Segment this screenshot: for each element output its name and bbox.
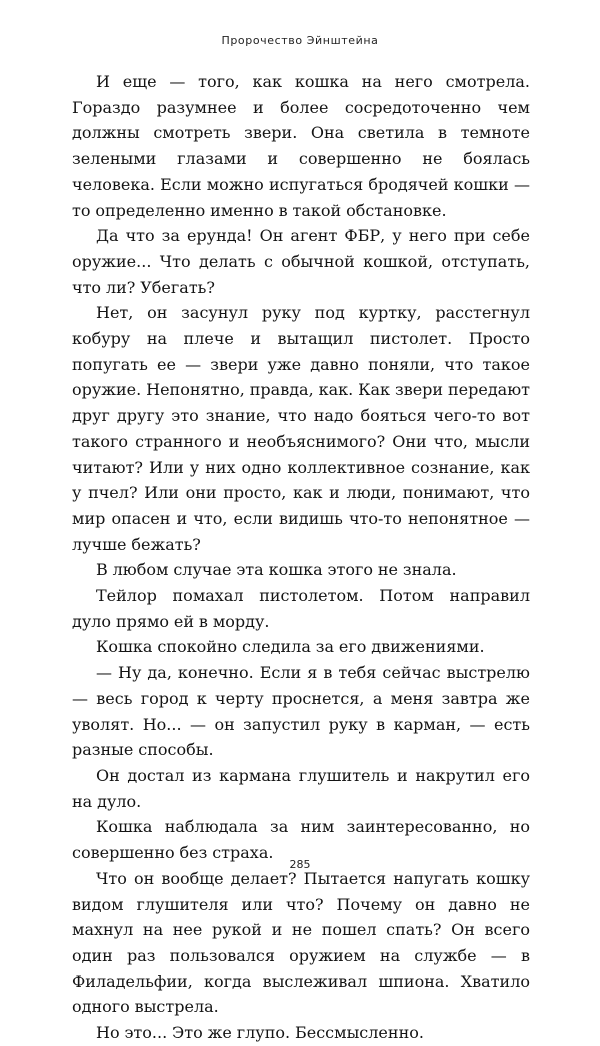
paragraph-7: — Ну да, конечно. Если я в тебя сейчас выстрелю — весь город к черту проснется, а меня завтра же уволят. Но... — он запустил руку в карман, — есть разные способы. — [72, 663, 530, 760]
paragraph-2: Да что за ерунда! Он агент ФБР, у него при себе оружие... Что делать с обычной кошкой, отступать, что ли? Убегать? — [72, 226, 530, 297]
body-text — [72, 69, 530, 1046]
page-number: 285 — [289, 858, 311, 871]
paragraph-8: Он достал из кармана глушитель и накрутил его на дуло. — [72, 765, 530, 811]
paragraph-4: В любом случае эта кошка этого не знала. — [96, 560, 457, 580]
paragraph-11: Но это... Это же глупо. Бессмысленно. — [96, 1023, 424, 1043]
paragraph-6: Кошка спокойно следила за его движениями. — [96, 637, 485, 657]
paragraph-10: Что он вообще делает? Пытается напугать кошку видом глушителя или что? Почему он давно не махнул на нее рукой и не пошел спать? Он всего один раз пользовался оружием на службе — в Филадельфии, когда выслеживал шпиона. Хватило одного выстрела. — [72, 868, 530, 1017]
paragraph-5: Тейлор помахал пистолетом. Потом направил дуло прямо ей в морду. — [72, 586, 530, 631]
running-title: Пророчество Эйнштейна — [221, 34, 379, 47]
paragraph-3: Нет, он засунул руку под куртку, расстегнул кобуру на плече и вытащил пистолет. Просто попугать ее — звери уже давно поняли, что такое оружие. Непонятно, правда, как. Как звери передают друг другу это знание, что надо бояться чего-то вот такого странного и необъяснимого? Они что, мысли читают? Или у них одно коллективное сознание, как у пчел? Или они просто, как и люди, понимают, что мир опасен и что, если видишь что-то непонятное — лучше бежать? — [72, 303, 530, 554]
paragraph-9: Кошка наблюдала за ним заинтересованно, но совершенно без страха. — [72, 817, 530, 863]
paragraph-1: И еще — того, как кошка на него смотрела. Гораздо разумнее и более сосредоточенно чем должны смотреть звери. Она светила в темноте зелеными глазами и совершенно не боялась человека. Если можно испугаться бродячей кошки — то определенно именно в такой обстановке. — [72, 72, 530, 220]
